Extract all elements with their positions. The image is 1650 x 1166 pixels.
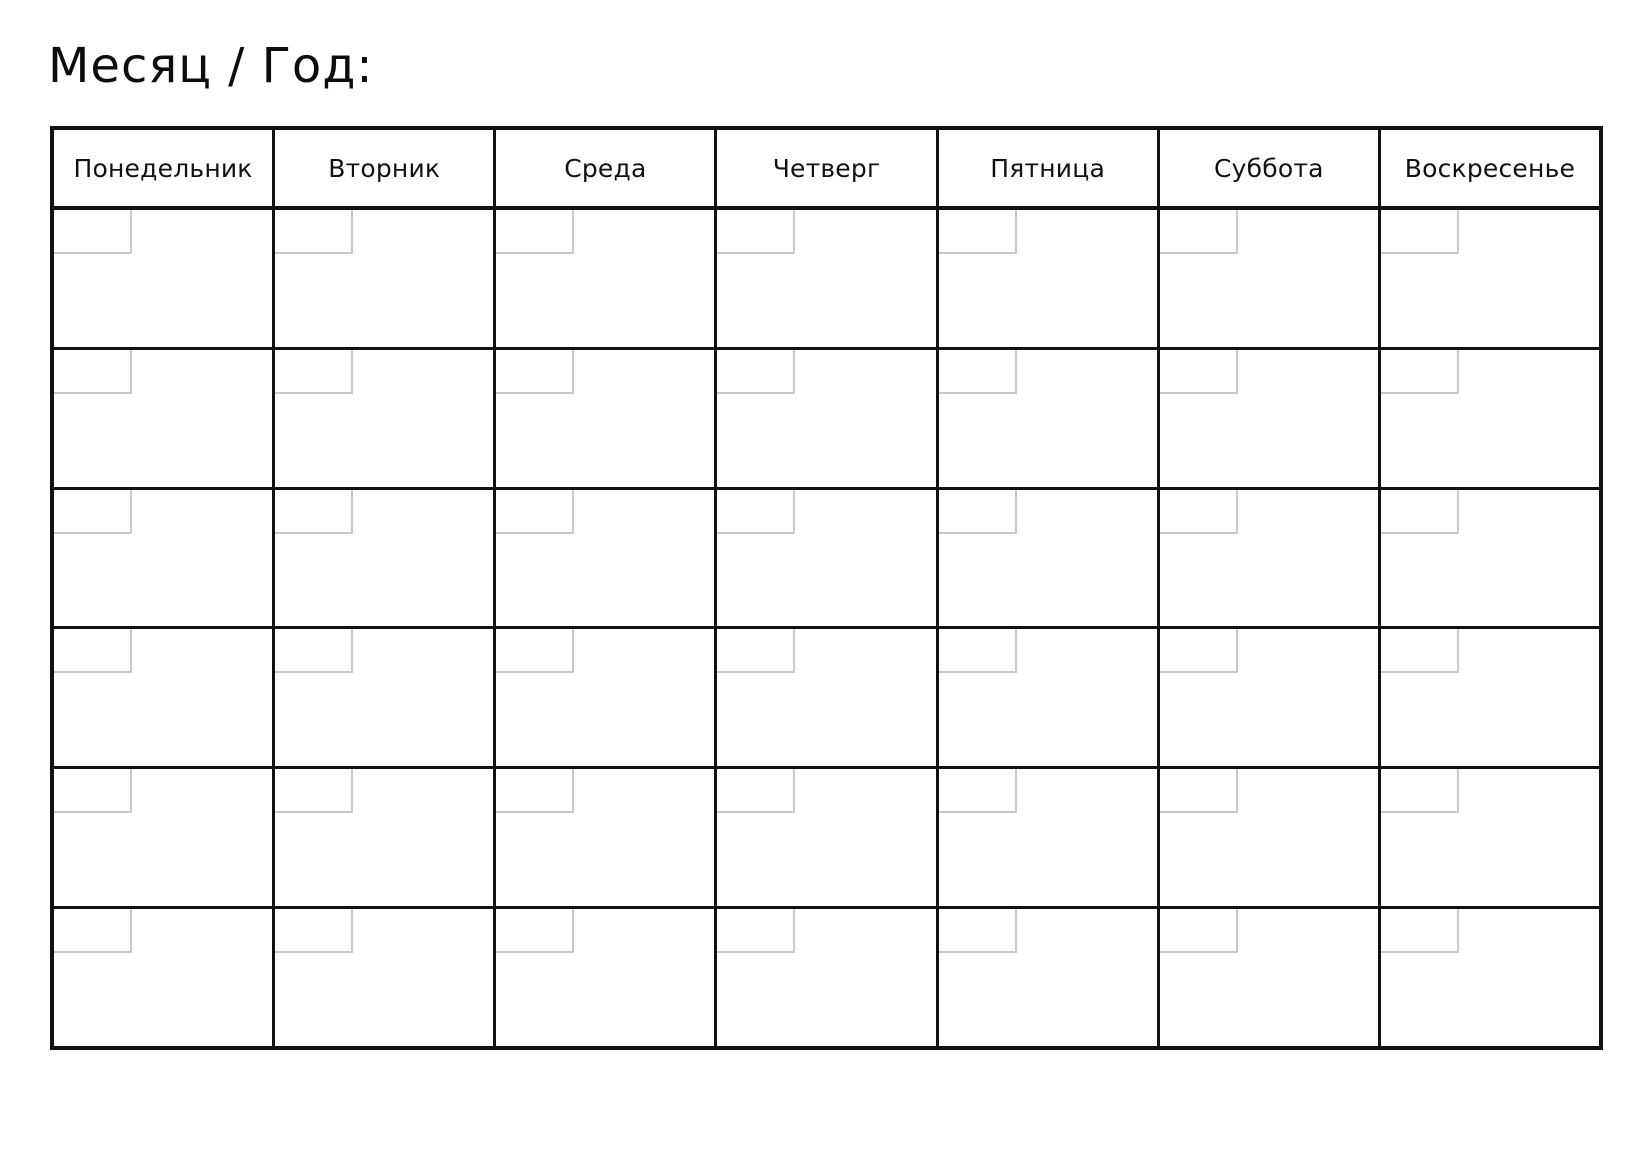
date-number-box[interactable] [1160,909,1238,953]
date-number [1381,629,1457,633]
day-cell[interactable] [1160,629,1381,766]
date-number-box[interactable] [1160,490,1238,534]
date-number [275,490,351,494]
day-cell[interactable] [275,210,496,347]
date-number-box[interactable] [496,909,574,953]
day-cell[interactable] [717,490,938,627]
date-number [1381,210,1457,214]
day-cell[interactable] [939,769,1160,906]
day-cell[interactable] [54,629,275,766]
date-number-box[interactable] [496,490,574,534]
weekday-header-sunday: Воскресенье [1404,153,1576,183]
date-number-box[interactable] [275,490,353,534]
day-cell[interactable] [1160,350,1381,487]
day-cell[interactable] [717,350,938,487]
date-number-box[interactable] [1381,629,1459,673]
date-number [496,629,572,633]
date-number [496,210,572,214]
date-number [275,909,351,913]
date-number-box[interactable] [1381,909,1459,953]
date-number-box[interactable] [275,769,353,813]
day-cell[interactable] [1160,909,1381,1046]
page-title: Месяц / Год: [48,38,374,94]
date-number [1381,350,1457,354]
date-number-box[interactable] [717,769,795,813]
date-number [1160,769,1236,773]
date-number [717,909,793,913]
date-number-box[interactable] [54,210,132,254]
date-number-box[interactable] [939,210,1017,254]
date-number [54,769,130,773]
day-cell[interactable] [1381,769,1599,906]
date-number-box[interactable] [275,629,353,673]
date-number [717,769,793,773]
date-number-box[interactable] [1381,350,1459,394]
date-number-box[interactable] [496,629,574,673]
day-cell[interactable] [275,350,496,487]
day-cell[interactable] [1160,490,1381,627]
date-number-box[interactable] [1160,769,1238,813]
date-number [275,769,351,773]
date-number-box[interactable] [1160,350,1238,394]
date-number-box[interactable] [717,350,795,394]
day-cell[interactable] [54,909,275,1046]
day-cell[interactable] [717,210,938,347]
date-number [496,909,572,913]
date-number [939,210,1015,214]
date-number [939,769,1015,773]
day-cell[interactable] [1381,629,1599,766]
weekday-header-thursday: Четверг [717,130,938,206]
date-number [939,909,1015,913]
weekday-header-tuesday: Вторник [275,130,496,206]
day-cell[interactable] [496,210,717,347]
day-cell[interactable] [939,629,1160,766]
date-number [939,490,1015,494]
date-number-box[interactable] [496,769,574,813]
date-number [717,350,793,354]
calendar-grid [50,126,1603,1050]
date-number-box[interactable] [54,909,132,953]
day-cell[interactable] [1381,210,1599,347]
date-number [275,210,351,214]
day-cell[interactable] [1381,350,1599,487]
date-number-box[interactable] [939,629,1017,673]
day-cell[interactable] [939,490,1160,627]
date-number-box[interactable] [496,210,574,254]
date-number [1381,769,1457,773]
date-number-box[interactable] [54,490,132,534]
date-number [1381,490,1457,494]
day-cell[interactable] [1381,490,1599,627]
week-row [54,909,1599,1046]
calendar-weeks [54,210,1599,1046]
day-cell[interactable] [1160,210,1381,347]
day-cell[interactable] [275,629,496,766]
date-number-box[interactable] [1381,490,1459,534]
day-cell[interactable] [717,769,938,906]
weekday-header-row [54,130,1599,210]
day-cell[interactable] [717,629,938,766]
date-number [939,629,1015,633]
day-cell[interactable] [275,909,496,1046]
date-number-box[interactable] [54,350,132,394]
date-number-box[interactable] [496,350,574,394]
date-number-box[interactable] [939,769,1017,813]
day-cell[interactable] [1381,909,1599,1046]
day-cell[interactable] [939,350,1160,487]
day-cell[interactable] [717,909,938,1046]
date-number [1160,490,1236,494]
day-cell[interactable] [275,490,496,627]
date-number [1160,210,1236,214]
date-number [275,350,351,354]
date-number [275,629,351,633]
date-number-box[interactable] [1160,629,1238,673]
date-number [1160,629,1236,633]
week-row [54,769,1599,909]
day-cell[interactable] [275,769,496,906]
date-number-box[interactable] [54,769,132,813]
date-number-box[interactable] [1160,210,1238,254]
date-number-box[interactable] [717,909,795,953]
date-number-box[interactable] [54,629,132,673]
date-number-box[interactable] [275,909,353,953]
date-number [1381,909,1457,913]
date-number [54,210,130,214]
day-cell[interactable] [54,490,275,627]
date-number [1160,909,1236,913]
date-number [496,490,572,494]
date-number [54,490,130,494]
day-cell[interactable] [496,350,717,487]
date-number [54,350,130,354]
week-row [54,629,1599,769]
day-cell[interactable] [54,350,275,487]
day-cell[interactable] [496,769,717,906]
date-number-box[interactable] [1381,210,1459,254]
date-number [496,769,572,773]
date-number-box[interactable] [717,210,795,254]
date-number-box[interactable] [275,210,353,254]
date-number [54,909,130,913]
date-number [717,490,793,494]
day-cell[interactable] [1160,769,1381,906]
day-cell[interactable] [939,210,1160,347]
day-cell[interactable] [54,210,275,347]
week-row [54,490,1599,630]
date-number-box[interactable] [939,490,1017,534]
date-number-box[interactable] [717,490,795,534]
date-number [54,629,130,633]
day-cell[interactable] [54,769,275,906]
day-cell[interactable] [939,909,1160,1046]
date-number-box[interactable] [1381,769,1459,813]
week-row [54,210,1599,350]
day-cell[interactable] [496,629,717,766]
date-number [496,350,572,354]
weekday-header-wednesday: Среда [496,130,717,206]
weekday-header-monday: Понедельник [54,130,275,206]
date-number-box[interactable] [717,629,795,673]
day-cell[interactable] [496,909,717,1046]
date-number-box[interactable] [275,350,353,394]
date-number-box[interactable] [939,909,1017,953]
weekday-header-friday: Пятница [939,130,1160,206]
date-number [717,629,793,633]
weekday-header-saturday: Суббота [1160,130,1381,206]
date-number-box[interactable] [939,350,1017,394]
date-number [939,350,1015,354]
week-row [54,350,1599,490]
date-number [717,210,793,214]
date-number [1160,350,1236,354]
day-cell[interactable] [496,490,717,627]
